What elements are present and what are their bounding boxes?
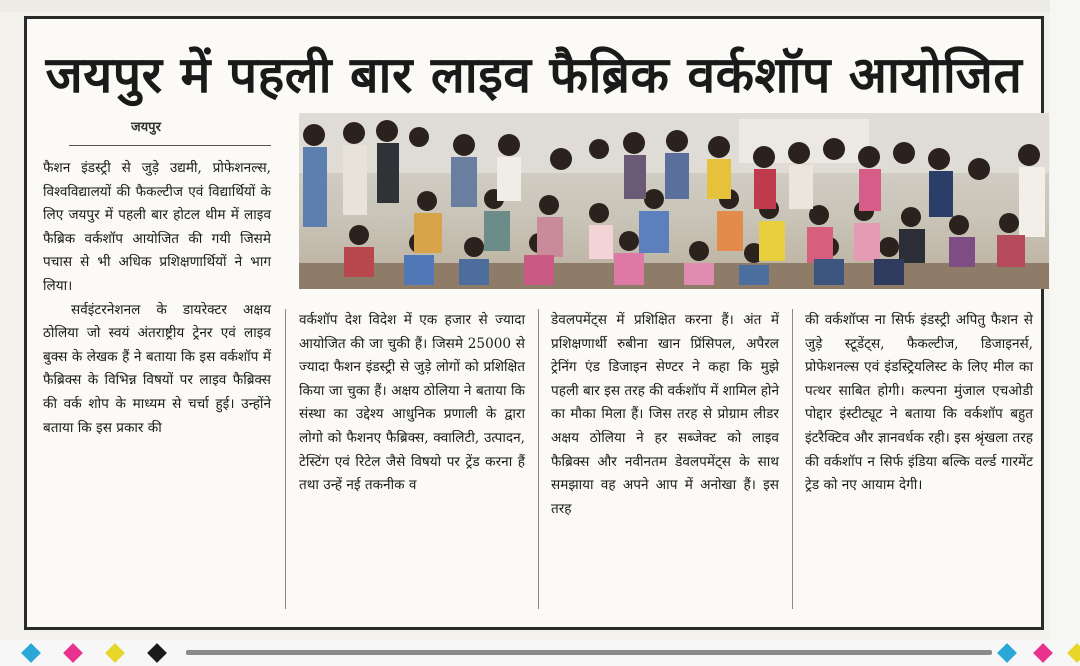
article-column-3: डेवलपमेंट्स में प्रशिक्षित करना हैं। अंत में प्रशिक्षणार्थी रुबीना खान प्रिंसिपल, अपैरल ट्रेनिंग एंड डिजाइन सेण्टर ने कहा कि मुझे पहली बार इस तरह की वर्कशॉप में शामिल होने का मौका मिला हैं। जिस तरह से प्रोग्राम लीडर अक्षय ठोलिया ने हर सब्जेक्ट को लाइव फैब्रिक्स और नवीनतम डेवलपमेंट्स के साथ समझाया वह अपने आप में अनोखा हैं। इस तरह bbox=[551, 312, 779, 517]
article-column-1 bbox=[43, 157, 271, 440]
yellow-diamond-icon bbox=[105, 643, 125, 663]
dateline-rule bbox=[69, 145, 271, 146]
newspaper-clipping bbox=[24, 16, 1044, 630]
column-divider bbox=[792, 309, 793, 609]
black-diamond-icon bbox=[147, 643, 167, 663]
magenta-diamond-icon bbox=[1033, 643, 1053, 663]
decorative-footer-bar bbox=[0, 640, 1080, 666]
dateline: जयपुर bbox=[131, 120, 161, 135]
group-photo bbox=[299, 113, 1049, 289]
article-column-4: की वर्कशॉप्स ना सिर्फ इंडस्ट्री अपितु फैशन से जुड़े स्टूडेंट्स, फैकल्टीज, डिजाइनर्स, प्रोफेशनल्स एवं इंडस्ट्रियलिस्ट के लिए मील का पत्थर साबित होगी। कल्पना मुंजाल एचओडी पोद्दार इंस्टीट्यूट ने बताया कि वर्कशॉप बहुत इंटरैक्टिव और ज्ञानवर्धक रही। इस श्रृंखला तरह की वर्कशॉप न सिर्फ इंडिया बल्कि वर्ल्ड गारमेंट ट्रेड को नए आयाम देगी। bbox=[805, 312, 1033, 494]
headline: जयपुर में पहली बार लाइव फैब्रिक वर्कशॉप आयोजित bbox=[45, 46, 1023, 104]
magenta-diamond-icon bbox=[63, 643, 83, 663]
paragraph: सर्वइंटरनेशनल के डायरेक्टर अक्षय ठोलिया जो स्वयं अंतराष्ट्रीय ट्रेनर एवं लाइव बुक्स के लेखक हैं ने बताया कि इस वर्कशॉप में फैब्रिक्स के विभिन्न विषयों पर लाइव फैब्रिक्स की वर्क शोप के माध्यम से चर्चा हुई। उन्होंने बताया कि इस प्रकार की bbox=[43, 301, 271, 436]
article-column-2: वर्कशॉप देश विदेश में एक हजार से ज्यादा आयोजित की जा चुकी हैं। जिसमे 25000 से ज्यादा फैशन इंडस्ट्री से जुड़े लोगों को प्रशिक्षित किया जा चुका हैं। अक्षय ठोलिया ने बताया कि संस्था का उद्देश्य आधुनिक प्रणाली के द्वारा लोगो को फैशनए फैब्रिक्स, क्वालिटी, उत्पादन, टेस्टिंग एवं रिटेल जैसे विषयो पर ट्रेंड करना हैं तथा उन्हें नई तकनीक व bbox=[299, 312, 525, 494]
adjacent-page-edge bbox=[1050, 0, 1080, 640]
paragraph: फैशन इंडस्ट्री से जुड़े उद्यमी, प्रोफेशनल्स, विश्वविद्यालयों की फैकल्टीज एवं विद्यार्थियों के लिए जयपुर में पहली बार होटल थीम में लाइव फैब्रिक वर्कशॉप आयोजित की गयी जिसमे पचास से भी अधिक प्रशिक्षणार्थियों ने भाग लिया। bbox=[43, 160, 271, 294]
cyan-diamond-icon bbox=[997, 643, 1017, 663]
group-photo-illustration bbox=[299, 113, 1049, 289]
yellow-diamond-icon bbox=[1067, 643, 1080, 663]
footer-rule bbox=[186, 650, 992, 655]
top-margin bbox=[0, 0, 1080, 12]
column-divider bbox=[538, 309, 539, 609]
cyan-diamond-icon bbox=[21, 643, 41, 663]
column-divider bbox=[285, 309, 286, 609]
